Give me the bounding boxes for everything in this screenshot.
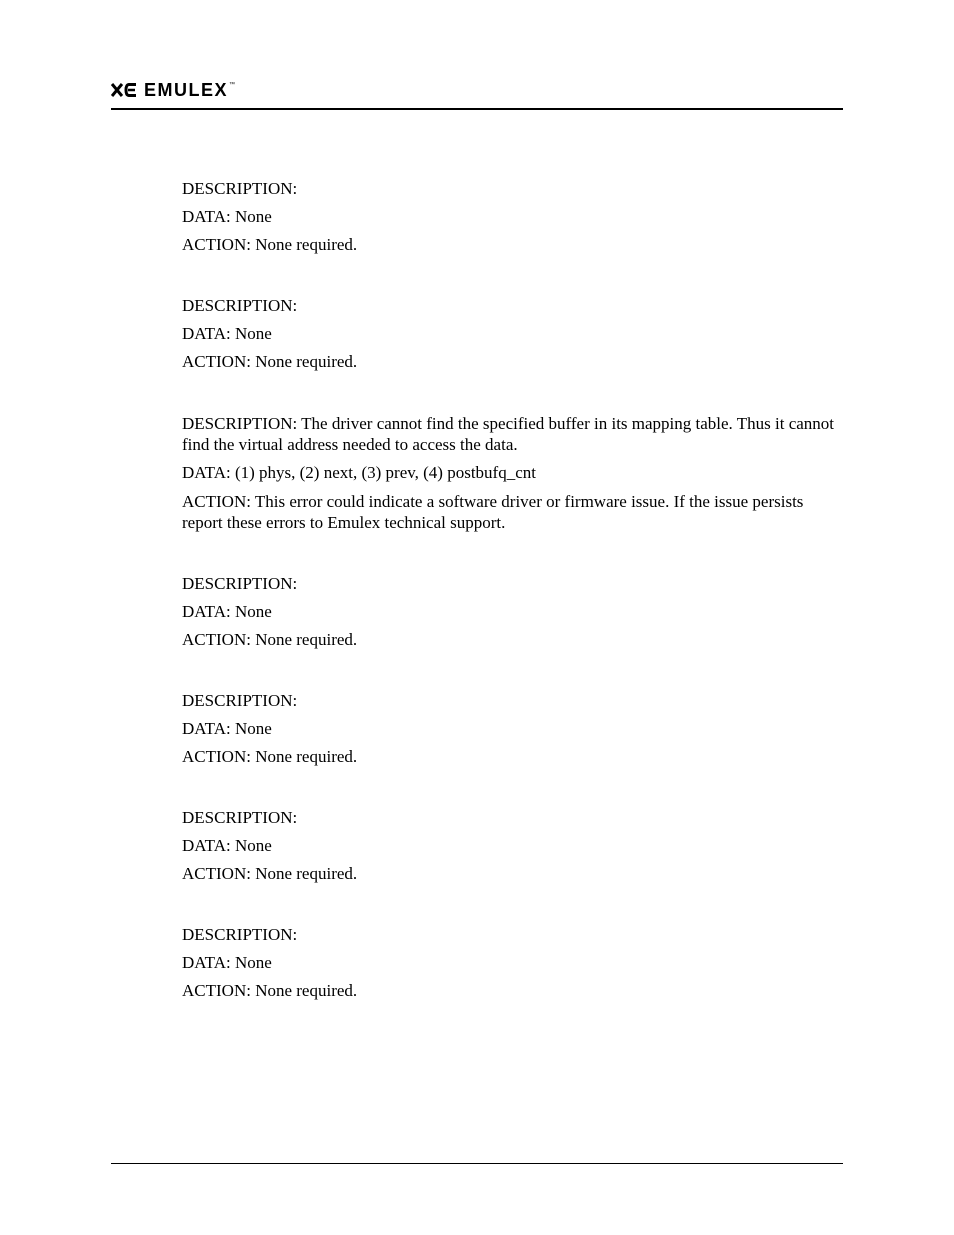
emulex-logo bbox=[111, 80, 235, 100]
message-entry bbox=[182, 296, 844, 372]
description-line: DESCRIPTION: bbox=[182, 574, 298, 593]
data-line: DATA: None bbox=[182, 324, 272, 343]
message-entry bbox=[182, 691, 844, 767]
header-rule bbox=[111, 108, 843, 110]
action-line: ACTION: This error could indicate a software driver or firmware issue. If the issue persists report these errors to Emulex technical support. bbox=[182, 492, 804, 532]
description-line: DESCRIPTION: bbox=[182, 808, 298, 827]
trademark-mark: ™ bbox=[229, 82, 236, 88]
description-line: DESCRIPTION: bbox=[182, 925, 298, 944]
action-line: ACTION: None required. bbox=[182, 864, 358, 883]
data-line: DATA: None bbox=[182, 602, 272, 621]
message-entry bbox=[182, 925, 844, 1001]
emulex-mark-icon bbox=[111, 83, 139, 97]
data-line: DATA: (1) phys, (2) next, (3) prev, (4) postbufq_cnt bbox=[182, 463, 536, 482]
message-entry bbox=[182, 179, 844, 255]
message-entry bbox=[182, 808, 844, 884]
action-line: ACTION: None required. bbox=[182, 981, 358, 1000]
data-line: DATA: None bbox=[182, 953, 272, 972]
description-line: DESCRIPTION: bbox=[182, 179, 298, 198]
message-entry bbox=[182, 574, 844, 650]
description-line: DESCRIPTION: The driver cannot find the specified buffer in its mapping table. Thus it cannot find the virtual address needed to access the data. bbox=[182, 414, 835, 454]
footer-rule bbox=[111, 1163, 843, 1164]
message-entry bbox=[182, 413, 844, 533]
data-line: DATA: None bbox=[182, 207, 272, 226]
data-line: DATA: None bbox=[182, 836, 272, 855]
action-line: ACTION: None required. bbox=[182, 235, 358, 254]
message-entries bbox=[182, 179, 844, 1042]
description-line: DESCRIPTION: bbox=[182, 296, 298, 315]
action-line: ACTION: None required. bbox=[182, 352, 358, 371]
action-line: ACTION: None required. bbox=[182, 747, 358, 766]
description-line: DESCRIPTION: bbox=[182, 691, 298, 710]
data-line: DATA: None bbox=[182, 719, 272, 738]
action-line: ACTION: None required. bbox=[182, 630, 358, 649]
logo-text: EMULEX bbox=[144, 80, 229, 100]
